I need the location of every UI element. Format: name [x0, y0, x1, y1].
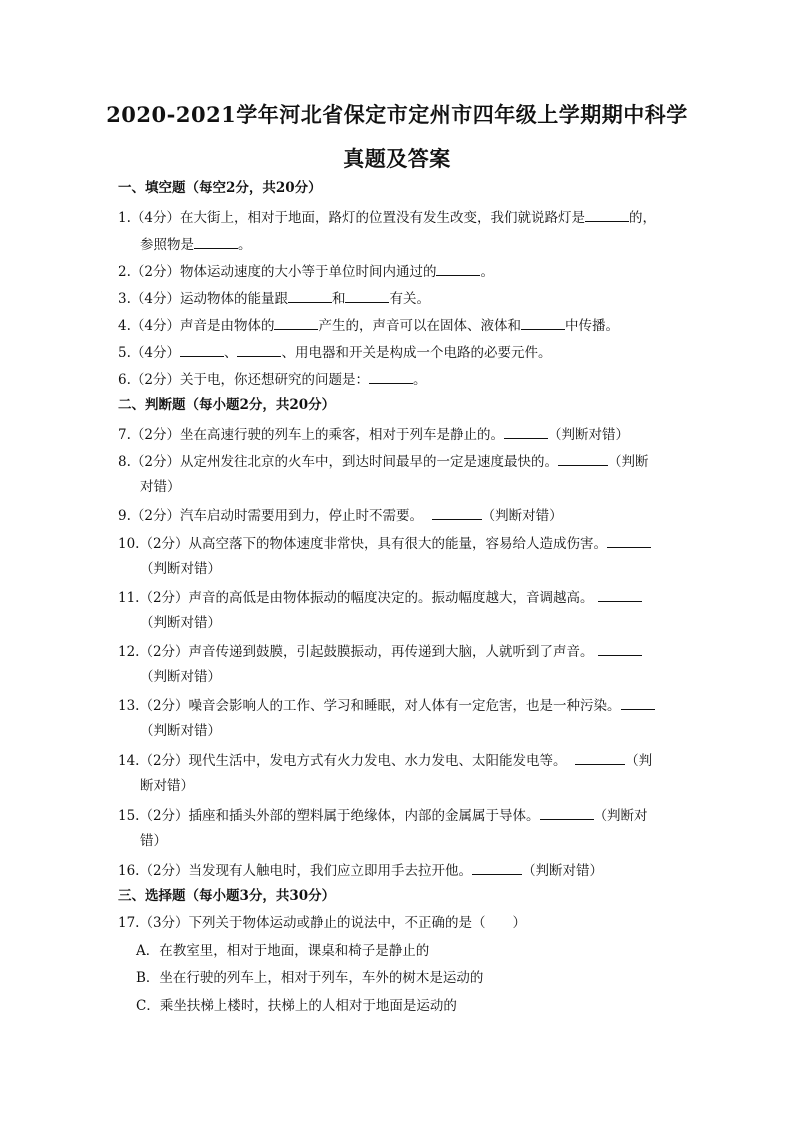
question-6: 6.（2分）关于电，你还想研究的问题是： 。 [118, 369, 426, 389]
question-12: 12.（2分）声音传递到鼓膜，引起鼓膜振动，再传递到大脑，人就听到了声音。 [118, 641, 642, 661]
answer-blank [472, 860, 522, 875]
question-15: 15.（2分）插座和插头外部的塑料属于绝缘体，内部的金属属于导体。 （判断对 [118, 805, 648, 825]
answer-blank [274, 315, 318, 330]
question-2: 2.（2分）物体运动速度的大小等于单位时间内通过的 。 [118, 261, 494, 281]
question-3: 3.（4分）运动物体的能量跟 和 有关。 [118, 288, 430, 308]
answer-blank [621, 695, 655, 710]
question-5: 5.（4分） 、 、用电器和开关是构成一个电路的必要元件。 [118, 342, 551, 362]
answer-blank [575, 750, 625, 765]
answer-blank [194, 234, 238, 249]
question-16: 16.（2分）当发现有人触电时，我们应立即用手去拉开他。 （判断对错） [118, 860, 603, 880]
question-17-stem: 17.（3分）下列关于物体运动或静止的说法中，不正确的是（ ） [118, 915, 527, 931]
page-title-line1: 2020-2021学年河北省保定市定州市四年级上学期期中科学 [106, 102, 688, 127]
question-13: 13.（2分）噪音会影响人的工作、学习和睡眠，对人体有一定危害，也是一种污染。 [118, 695, 655, 715]
answer-blank [345, 288, 389, 303]
question-17-option-a: A．在教室里，相对于地面，课桌和椅子是静止的 [136, 943, 430, 959]
question-14: 14.（2分）现代生活中，发电方式有火力发电、水力发电、太阳能发电等。 （判 [118, 750, 652, 770]
answer-blank [607, 533, 651, 548]
question-1-cont: 参照物是 。 [140, 234, 252, 254]
question-11: 11.（2分）声音的高低是由物体振动的幅度决定的。振动幅度越大，音调越高。 [118, 587, 642, 607]
answer-blank [432, 505, 482, 520]
question-4: 4.（4分）声音是由物体的 产生的，声音可以在固体、液体和 中传播。 [118, 315, 619, 335]
question-1: 1.（4分）在大街上，相对于地面，路灯的位置没有发生改变，我们就说路灯是 的， [118, 207, 656, 227]
question-12-cont: （判断对错） [140, 669, 221, 685]
question-10-cont: （判断对错） [140, 561, 221, 577]
answer-blank [540, 805, 594, 820]
question-10: 10.（2分）从高空落下的物体速度非常快，具有很大的能量，容易给人造成伤害。 [118, 533, 651, 553]
question-8: 8.（2分）从定州发往北京的火车中，到达时间最早的一定是速度最快的。 （判断 [118, 451, 648, 471]
answer-blank [558, 451, 608, 466]
question-8-cont: 对错） [140, 479, 181, 495]
section-heading-fill-in: 一、填空题（每空2分，共20分） [118, 180, 322, 196]
answer-blank [369, 369, 413, 384]
question-15-cont: 错） [140, 833, 167, 849]
question-9: 9.（2分）汽车启动时需要用到力，停止时不需要。 （判断对错） [118, 505, 563, 525]
question-17-option-c: C．乘坐扶梯上楼时，扶梯上的人相对于地面是运动的 [136, 998, 457, 1014]
question-7: 7.（2分）坐在高速行驶的列车上的乘客，相对于列车是静止的。 （判断对错） [118, 424, 629, 444]
question-11-cont: （判断对错） [140, 615, 221, 631]
answer-blank [288, 288, 332, 303]
question-13-cont: （判断对错） [140, 723, 221, 739]
page-title-line2: 真题及答案 [343, 146, 451, 171]
answer-blank [585, 207, 629, 222]
answer-blank [436, 261, 480, 276]
answer-blank [180, 342, 224, 357]
answer-blank [521, 315, 565, 330]
question-14-cont: 断对错） [140, 778, 194, 794]
answer-blank [598, 641, 642, 656]
section-heading-true-false: 二、判断题（每小题2分，共20分） [118, 397, 336, 413]
answer-blank [504, 424, 548, 439]
answer-blank [598, 587, 642, 602]
section-heading-multiple-choice: 三、选择题（每小题3分，共30分） [118, 888, 336, 904]
answer-blank [237, 342, 281, 357]
question-17-option-b: B．坐在行驶的列车上，相对于列车，车外的树木是运动的 [136, 970, 484, 986]
